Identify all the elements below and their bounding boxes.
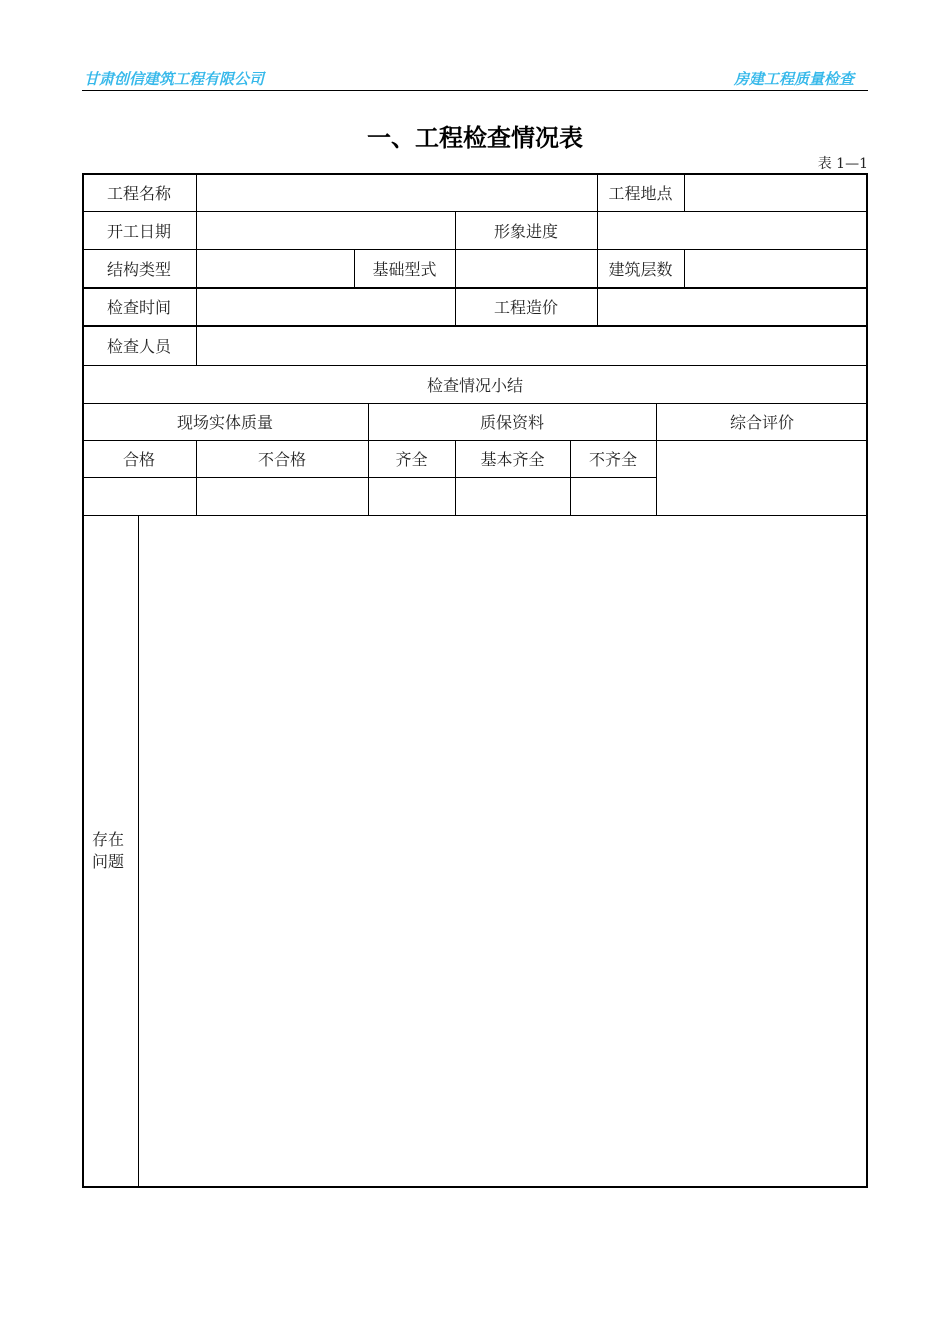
floors-field[interactable]: [684, 249, 868, 287]
inspection-time-field[interactable]: [196, 287, 455, 325]
structure-type-field[interactable]: [196, 249, 354, 287]
incomplete-field[interactable]: [570, 477, 656, 515]
label-project-name: 工程名称: [106, 183, 171, 203]
label-complete: 齐全: [395, 450, 428, 469]
table-number: 表 1—1: [817, 156, 868, 172]
project-location-field[interactable]: [684, 173, 868, 211]
label-structure-type: 结构类型: [106, 259, 171, 279]
company-name: 甘肃创信建筑工程有限公司: [84, 70, 265, 88]
page-header: [82, 68, 868, 91]
label-issues-line2: 问题: [91, 852, 124, 871]
label-onsite-quality: 现场实体质量: [176, 413, 273, 432]
label-inspectors: 检查人员: [106, 336, 171, 356]
label-foundation-type: 基础型式: [372, 259, 437, 279]
label-floors: 建筑层数: [608, 259, 673, 279]
project-name-field[interactable]: [196, 173, 597, 211]
unqualified-field[interactable]: [196, 477, 368, 515]
label-unqualified: 不合格: [257, 450, 306, 469]
label-progress: 形象进度: [493, 221, 558, 241]
label-project-cost: 工程造价: [493, 297, 558, 317]
label-inspection-time: 检查时间: [106, 297, 171, 317]
complete-field[interactable]: [368, 477, 455, 515]
inspectors-field[interactable]: [196, 325, 868, 365]
label-qualified: 合格: [122, 450, 155, 469]
qualified-field[interactable]: [82, 477, 196, 515]
overall-evaluation-field[interactable]: [656, 440, 868, 515]
label-mostly-complete: 基本齐全: [480, 450, 545, 469]
summary-title: 检查情况小结: [426, 375, 523, 395]
label-overall-evaluation: 综合评价: [729, 413, 794, 432]
issues-field[interactable]: [138, 515, 868, 1188]
mostly-complete-field[interactable]: [455, 477, 570, 515]
label-project-location: 工程地点: [608, 183, 673, 203]
page-title: 一、工程检查情况表: [367, 124, 583, 152]
label-issues: [82, 826, 134, 876]
start-date-field[interactable]: [196, 211, 455, 249]
label-issues-line1: 存在: [91, 830, 124, 849]
progress-field[interactable]: [597, 211, 868, 249]
foundation-type-field[interactable]: [455, 249, 597, 287]
label-start-date: 开工日期: [106, 221, 171, 241]
label-incomplete: 不齐全: [588, 450, 637, 469]
label-qa-documents: 质保资料: [479, 413, 544, 432]
document-type: 房建工程质量检查: [733, 70, 854, 88]
project-cost-field[interactable]: [597, 287, 868, 325]
